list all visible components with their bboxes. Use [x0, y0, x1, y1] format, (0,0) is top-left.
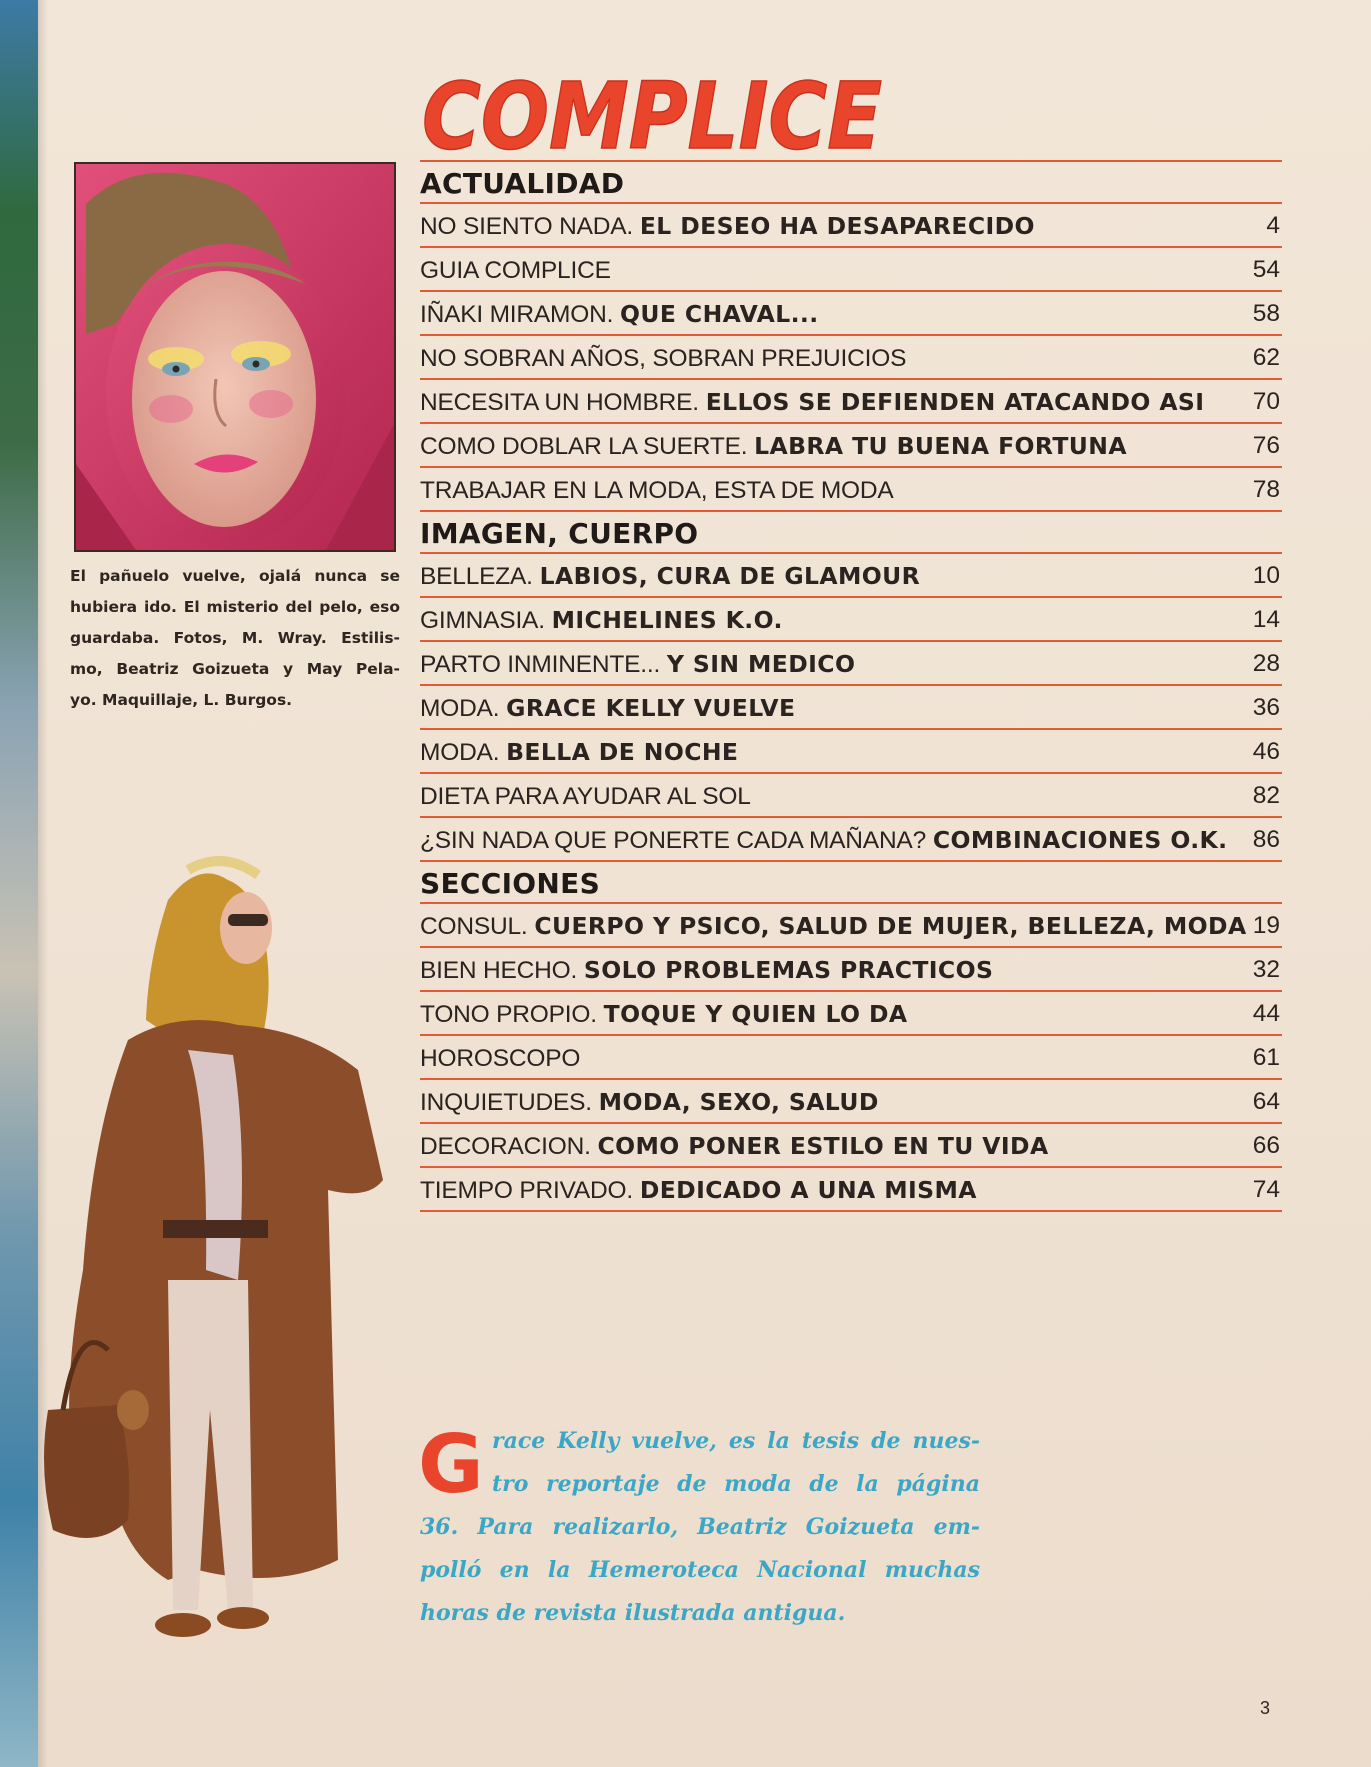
- entry-subtitle: LABRA TU BUENA FORTUNA: [754, 432, 1127, 460]
- blurb-line: horas de revista ilustrada antigua.: [420, 1600, 846, 1626]
- entry-title: TIEMPO PRIVADO.: [420, 1177, 633, 1204]
- entry-subtitle: MODA, SEXO, SALUD: [598, 1088, 879, 1116]
- entry-title: TRABAJAR EN LA MODA, ESTA DE MODA: [420, 477, 894, 504]
- toc-entry[interactable]: [420, 640, 1282, 684]
- blurb-line: polló en la Hemeroteca Nacional muchas: [420, 1557, 980, 1583]
- entry-title: IÑAKI MIRAMON.: [420, 301, 614, 328]
- section-heading-imagen-cuerpo: IMAGEN, CUERPO: [420, 510, 1282, 552]
- entry-subtitle: COMO PONER ESTILO EN TU VIDA: [597, 1132, 1049, 1160]
- toc-entry[interactable]: [420, 1034, 1282, 1078]
- toc-entry[interactable]: [420, 1122, 1282, 1166]
- entry-subtitle: BELLA DE NOCHE: [506, 738, 739, 766]
- entry-page-number: 36: [1252, 694, 1280, 721]
- blurb-dropcap: G: [418, 1418, 484, 1511]
- entry-subtitle: ELLOS SE DEFIENDEN ATACANDO ASI: [705, 388, 1205, 416]
- blurb-line: 36. Para realizarlo, Beatriz Goizueta em-: [420, 1514, 980, 1540]
- section-heading-secciones: SECCIONES: [420, 860, 1282, 902]
- caption-line: hubiera ido. El misterio del pelo, eso: [70, 598, 400, 616]
- toc-entry[interactable]: [420, 728, 1282, 772]
- entry-title: DECORACION.: [420, 1133, 591, 1160]
- entry-title: NO SOBRAN AÑOS, SOBRAN PREJUICIOS: [420, 345, 907, 372]
- toc-entry[interactable]: [420, 946, 1282, 990]
- toc-entry[interactable]: [420, 378, 1282, 422]
- entry-subtitle: GRACE KELLY VUELVE: [506, 694, 796, 722]
- entry-page-number: 86: [1252, 826, 1280, 853]
- caption-line: yo. Maquillaje, L. Burgos.: [70, 691, 293, 709]
- entry-subtitle: EL DESEO HA DESAPARECIDO: [639, 212, 1035, 240]
- entry-subtitle: SOLO PROBLEMAS PRACTICOS: [583, 956, 994, 984]
- entry-title: GUIA COMPLICE: [420, 257, 611, 284]
- entry-title: PARTO INMINENTE...: [420, 651, 661, 678]
- blurb-line: race Kelly vuelve, es la tesis de nues-: [492, 1428, 980, 1454]
- entry-title: NECESITA UN HOMBRE.: [420, 389, 699, 416]
- entry-page-number: 44: [1252, 1000, 1280, 1027]
- toc-entry[interactable]: [420, 902, 1282, 946]
- entry-subtitle: QUE CHAVAL...: [620, 300, 819, 328]
- toc-entry[interactable]: [420, 552, 1282, 596]
- entry-page-number: 70: [1252, 388, 1280, 415]
- entry-page-number: 74: [1252, 1176, 1280, 1203]
- entry-title: CONSUL.: [420, 913, 528, 940]
- entry-subtitle: TOQUE Y QUIEN LO DA: [603, 1000, 908, 1028]
- entry-page-number: 82: [1252, 782, 1280, 809]
- caption-line: mo, Beatriz Goizueta y May Pela-: [70, 660, 400, 678]
- entry-title: MODA.: [420, 739, 500, 766]
- entry-subtitle: Y SIN MEDICO: [666, 650, 856, 678]
- table-of-contents: [420, 160, 1282, 1214]
- entry-page-number: 54: [1252, 256, 1280, 283]
- entry-page-number: 19: [1252, 912, 1280, 939]
- entry-page-number: 28: [1252, 650, 1280, 677]
- editorial-blurb: [420, 1420, 980, 1635]
- entry-page-number: 10: [1252, 562, 1280, 589]
- entry-title: NO SIENTO NADA.: [420, 213, 634, 240]
- entry-title: GIMNASIA.: [420, 607, 545, 634]
- entry-page-number: 76: [1252, 432, 1280, 459]
- entry-page-number: 14: [1252, 606, 1280, 633]
- entry-title: COMO DOBLAR LA SUERTE.: [420, 433, 748, 460]
- entry-title: MODA.: [420, 695, 500, 722]
- entry-subtitle: DEDICADO A UNA MISMA: [639, 1176, 977, 1204]
- entry-page-number: 46: [1252, 738, 1280, 765]
- cover-portrait-photo: [74, 162, 396, 552]
- entry-page-number: 62: [1252, 344, 1280, 371]
- entry-title: HOROSCOPO: [420, 1045, 581, 1072]
- toc-entry[interactable]: [420, 422, 1282, 466]
- toc-entry[interactable]: [420, 1078, 1282, 1122]
- toc-entry[interactable]: [420, 1166, 1282, 1210]
- entry-title: BELLEZA.: [420, 563, 533, 590]
- entry-page-number: 61: [1252, 1044, 1280, 1071]
- toc-entry[interactable]: [420, 202, 1282, 246]
- entry-title: BIEN HECHO.: [420, 957, 578, 984]
- toc-entry[interactable]: [420, 466, 1282, 510]
- complice-logo: [420, 62, 890, 170]
- toc-entry[interactable]: [420, 596, 1282, 640]
- photo-caption: [70, 561, 400, 716]
- entry-page-number: 66: [1252, 1132, 1280, 1159]
- entry-page-number: 32: [1252, 956, 1280, 983]
- blurb-line: tro reportaje de moda de la página: [492, 1471, 980, 1497]
- entry-page-number: 78: [1252, 476, 1280, 503]
- toc-entry[interactable]: [420, 290, 1282, 334]
- fashion-model-photo: [38, 850, 418, 1700]
- section-heading-actualidad: ACTUALIDAD: [420, 160, 1282, 202]
- toc-entry[interactable]: [420, 246, 1282, 290]
- entry-title: INQUIETUDES.: [420, 1089, 592, 1116]
- entry-page-number: 58: [1252, 300, 1280, 327]
- masthead-title: COMPLICE: [422, 63, 882, 170]
- page-number: 3: [1260, 1698, 1271, 1718]
- entry-subtitle: CUERPO Y PSICO, SALUD DE MUJER, BELLEZA, MODA: [534, 912, 1247, 940]
- entry-subtitle: LABIOS, CURA DE GLAMOUR: [539, 562, 921, 590]
- toc-entry[interactable]: [420, 684, 1282, 728]
- entry-subtitle: MICHELINES K.O.: [551, 606, 783, 634]
- entry-subtitle: COMBINACIONES O.K.: [932, 826, 1228, 854]
- toc-entry[interactable]: [420, 990, 1282, 1034]
- entry-page-number: 64: [1252, 1088, 1280, 1115]
- entry-title: TONO PROPIO.: [420, 1001, 597, 1028]
- entry-page-number: 4: [1266, 212, 1280, 239]
- previous-page-edge: [0, 0, 38, 1767]
- entry-title: ¿SIN NADA QUE PONERTE CADA MAÑANA?: [420, 827, 927, 854]
- toc-entry[interactable]: [420, 334, 1282, 378]
- entry-title: DIETA PARA AYUDAR AL SOL: [420, 783, 751, 810]
- caption-line: El pañuelo vuelve, ojalá nunca se: [70, 567, 400, 585]
- toc-entry[interactable]: [420, 816, 1282, 860]
- toc-entry[interactable]: [420, 772, 1282, 816]
- caption-line: guardaba. Fotos, M. Wray. Estilis-: [70, 629, 400, 647]
